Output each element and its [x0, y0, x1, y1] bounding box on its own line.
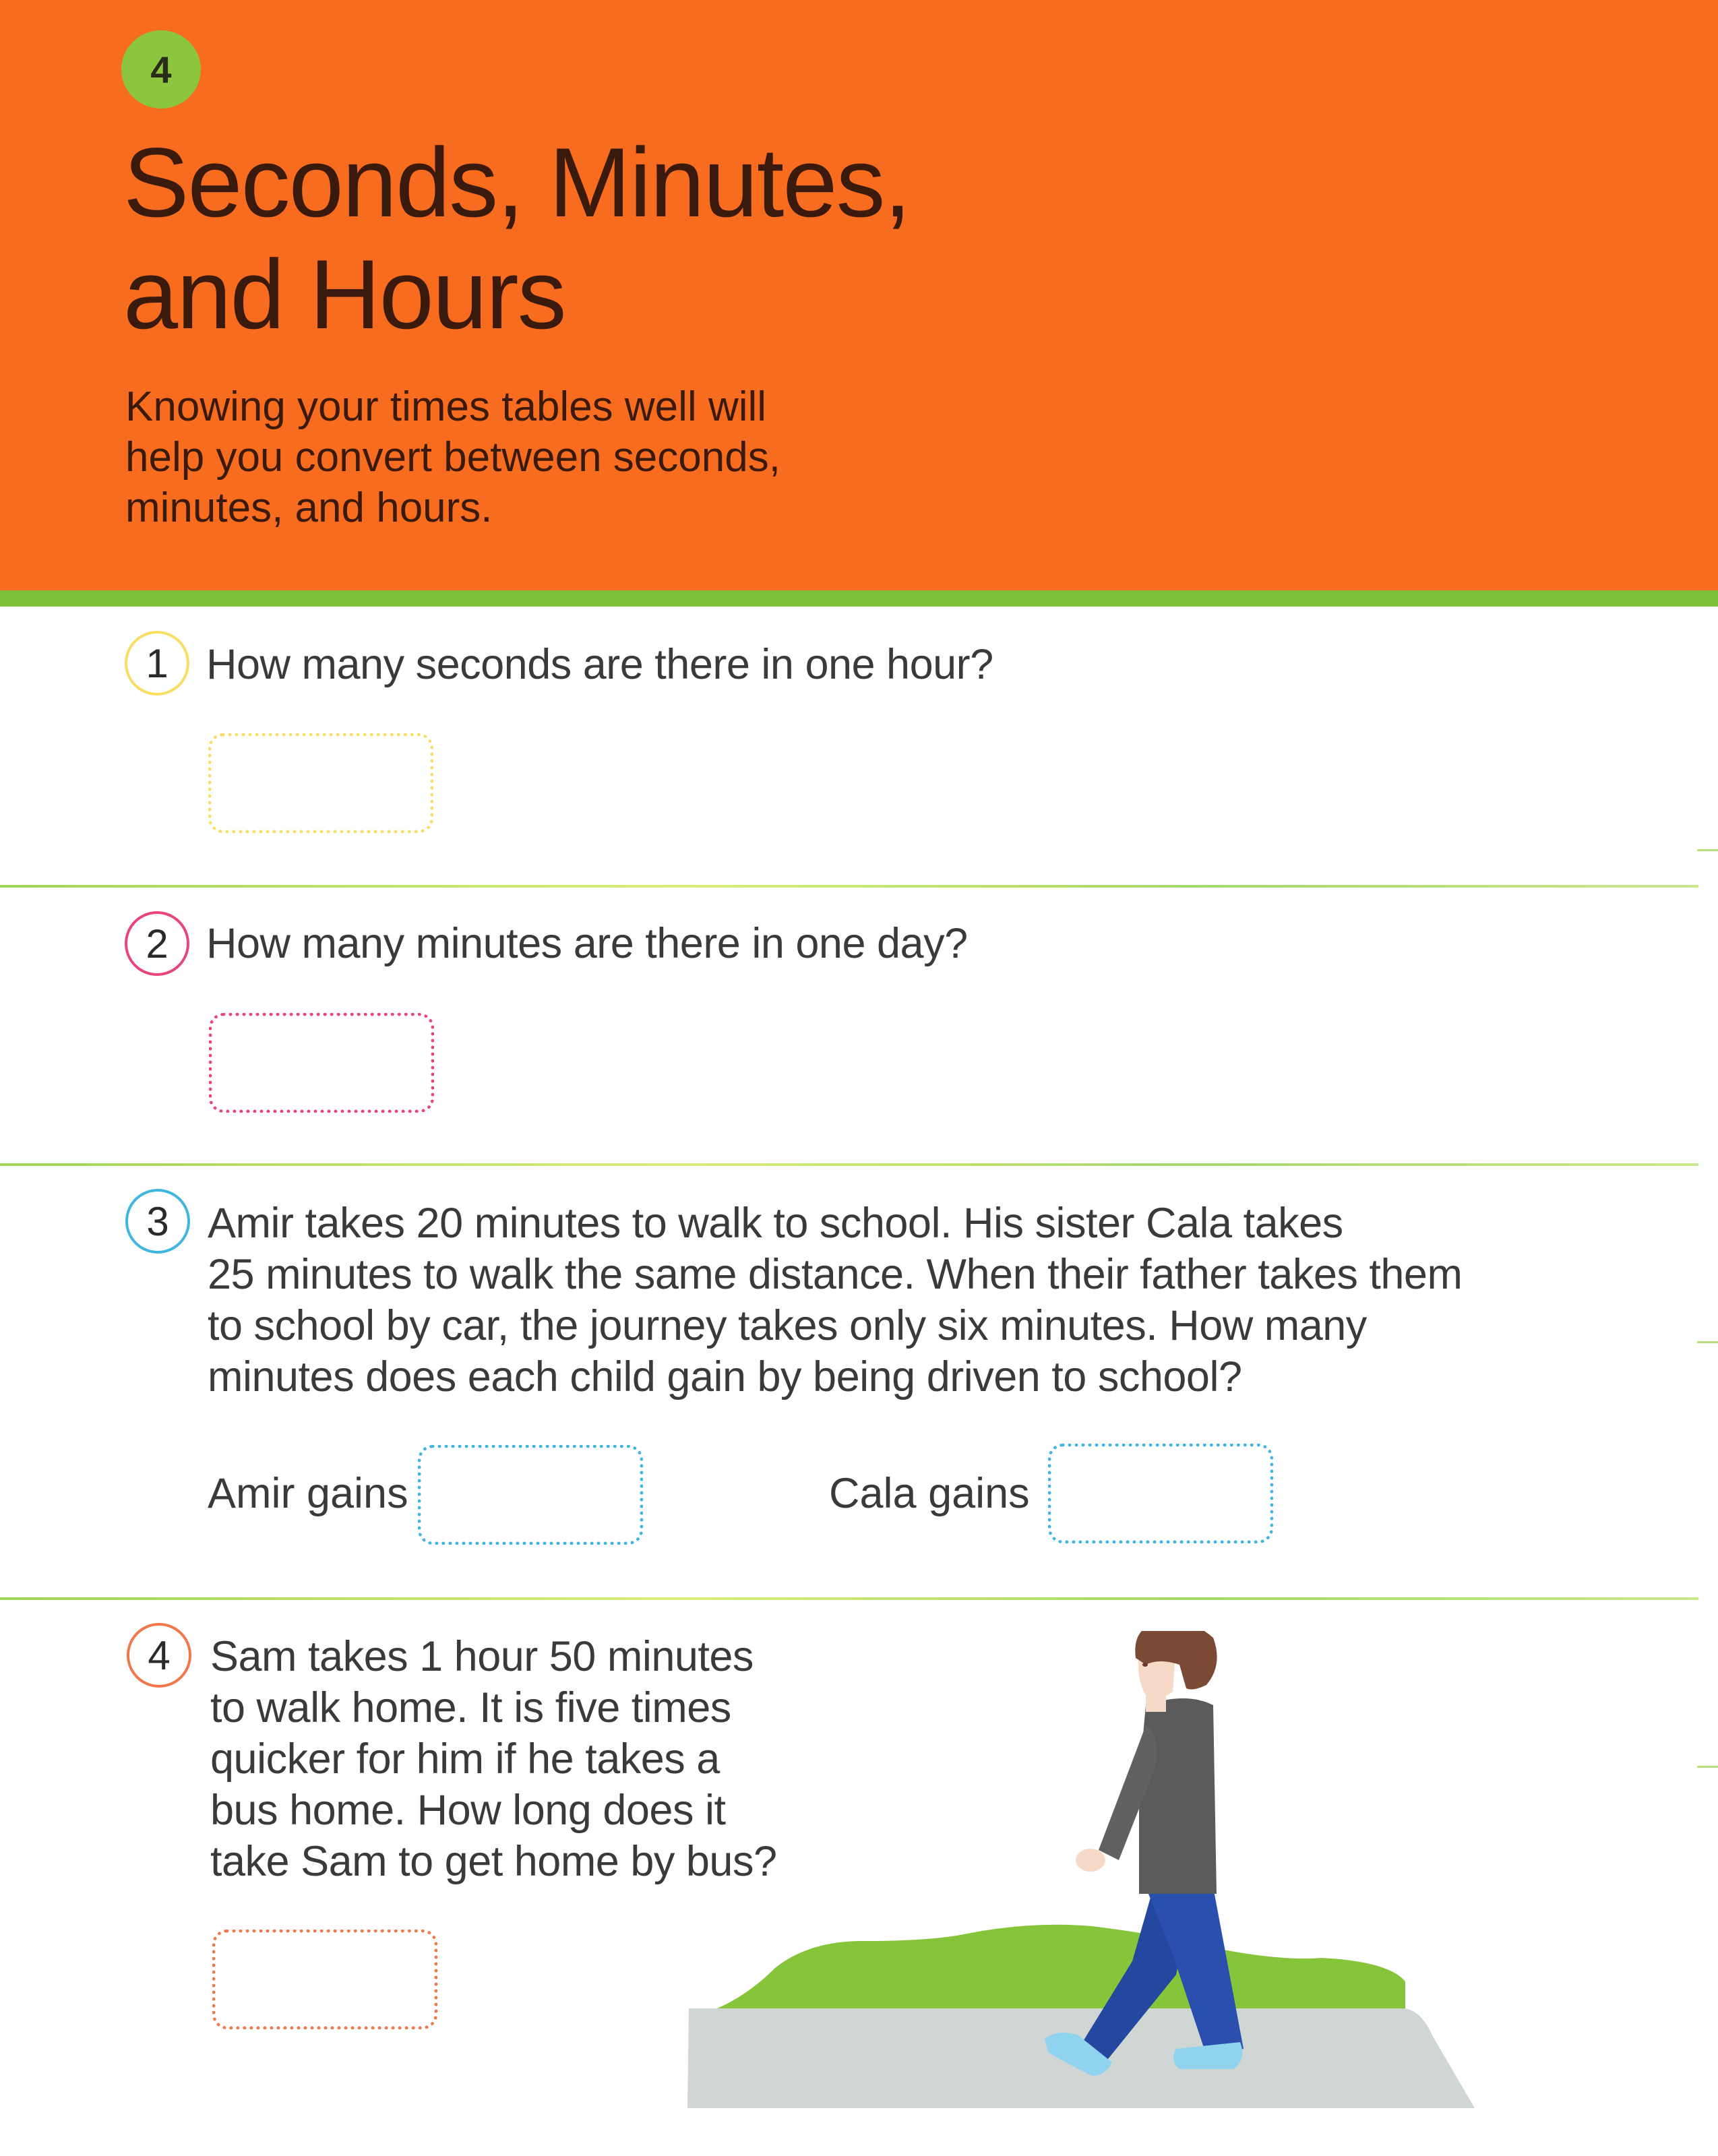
question-line: How many seconds are there in one hour? — [206, 641, 993, 688]
question-line: minutes does each child gain by being driven to school? — [208, 1353, 1242, 1400]
edge-tick-mark — [1697, 849, 1718, 851]
question-number-circle: 4 — [127, 1623, 191, 1688]
question-number-circle: 2 — [125, 911, 189, 976]
title-line: Seconds, Minutes, — [123, 127, 911, 237]
answer-label-amir: Amir gains — [208, 1470, 408, 1517]
question-line: Amir takes 20 minutes to walk to school. His sister Cala takes — [208, 1200, 1343, 1247]
question-line: quicker for him if he takes a — [210, 1735, 720, 1783]
question-line: 25 minutes to walk the same distance. When their father takes them — [208, 1251, 1463, 1298]
chapter-number-badge: 4 — [121, 30, 201, 109]
section-divider — [0, 885, 1698, 888]
section-divider — [0, 1597, 1698, 1600]
edge-tick-mark — [1697, 1766, 1718, 1768]
question-text — [206, 639, 993, 690]
question-text — [208, 1198, 1462, 1403]
answer-box[interactable] — [208, 733, 433, 833]
question-line: to school by car, the journey takes only six minutes. How many — [208, 1302, 1367, 1349]
header-banner — [0, 0, 1718, 590]
header-divider-bar — [0, 590, 1718, 607]
title-line: and Hours — [123, 239, 565, 349]
subtitle-line: minutes, and hours. — [125, 485, 493, 531]
answer-box[interactable] — [209, 1013, 434, 1113]
subtitle-line: Knowing your times tables well will — [125, 383, 767, 430]
question-line: How many minutes are there in one day? — [206, 920, 968, 967]
answer-box-amir[interactable] — [418, 1445, 643, 1545]
jacket — [1139, 1698, 1217, 1894]
answer-box-cala[interactable] — [1048, 1444, 1273, 1543]
page-title — [123, 127, 910, 350]
question-line: bus home. How long does it — [210, 1787, 726, 1834]
section-divider — [0, 1163, 1698, 1166]
question-text — [206, 918, 968, 969]
boy-walking-illustration — [681, 1631, 1490, 2116]
subtitle-line: help you convert between seconds, — [125, 434, 780, 481]
question-number-circle: 3 — [125, 1189, 190, 1254]
answer-box[interactable] — [212, 1930, 437, 2029]
page-subtitle — [125, 381, 780, 533]
question-number-circle: 1 — [125, 631, 189, 696]
question-line: Sam takes 1 hour 50 minutes — [210, 1633, 754, 1680]
edge-tick-mark — [1697, 1341, 1718, 1343]
hand — [1076, 1849, 1105, 1872]
question-line: to walk home. It is five times — [210, 1684, 731, 1731]
question-line: take Sam to get home by bus? — [210, 1838, 777, 1885]
answer-label-cala: Cala gains — [829, 1470, 1030, 1517]
eye — [1142, 1663, 1148, 1667]
grass-shape — [717, 1925, 1405, 2008]
